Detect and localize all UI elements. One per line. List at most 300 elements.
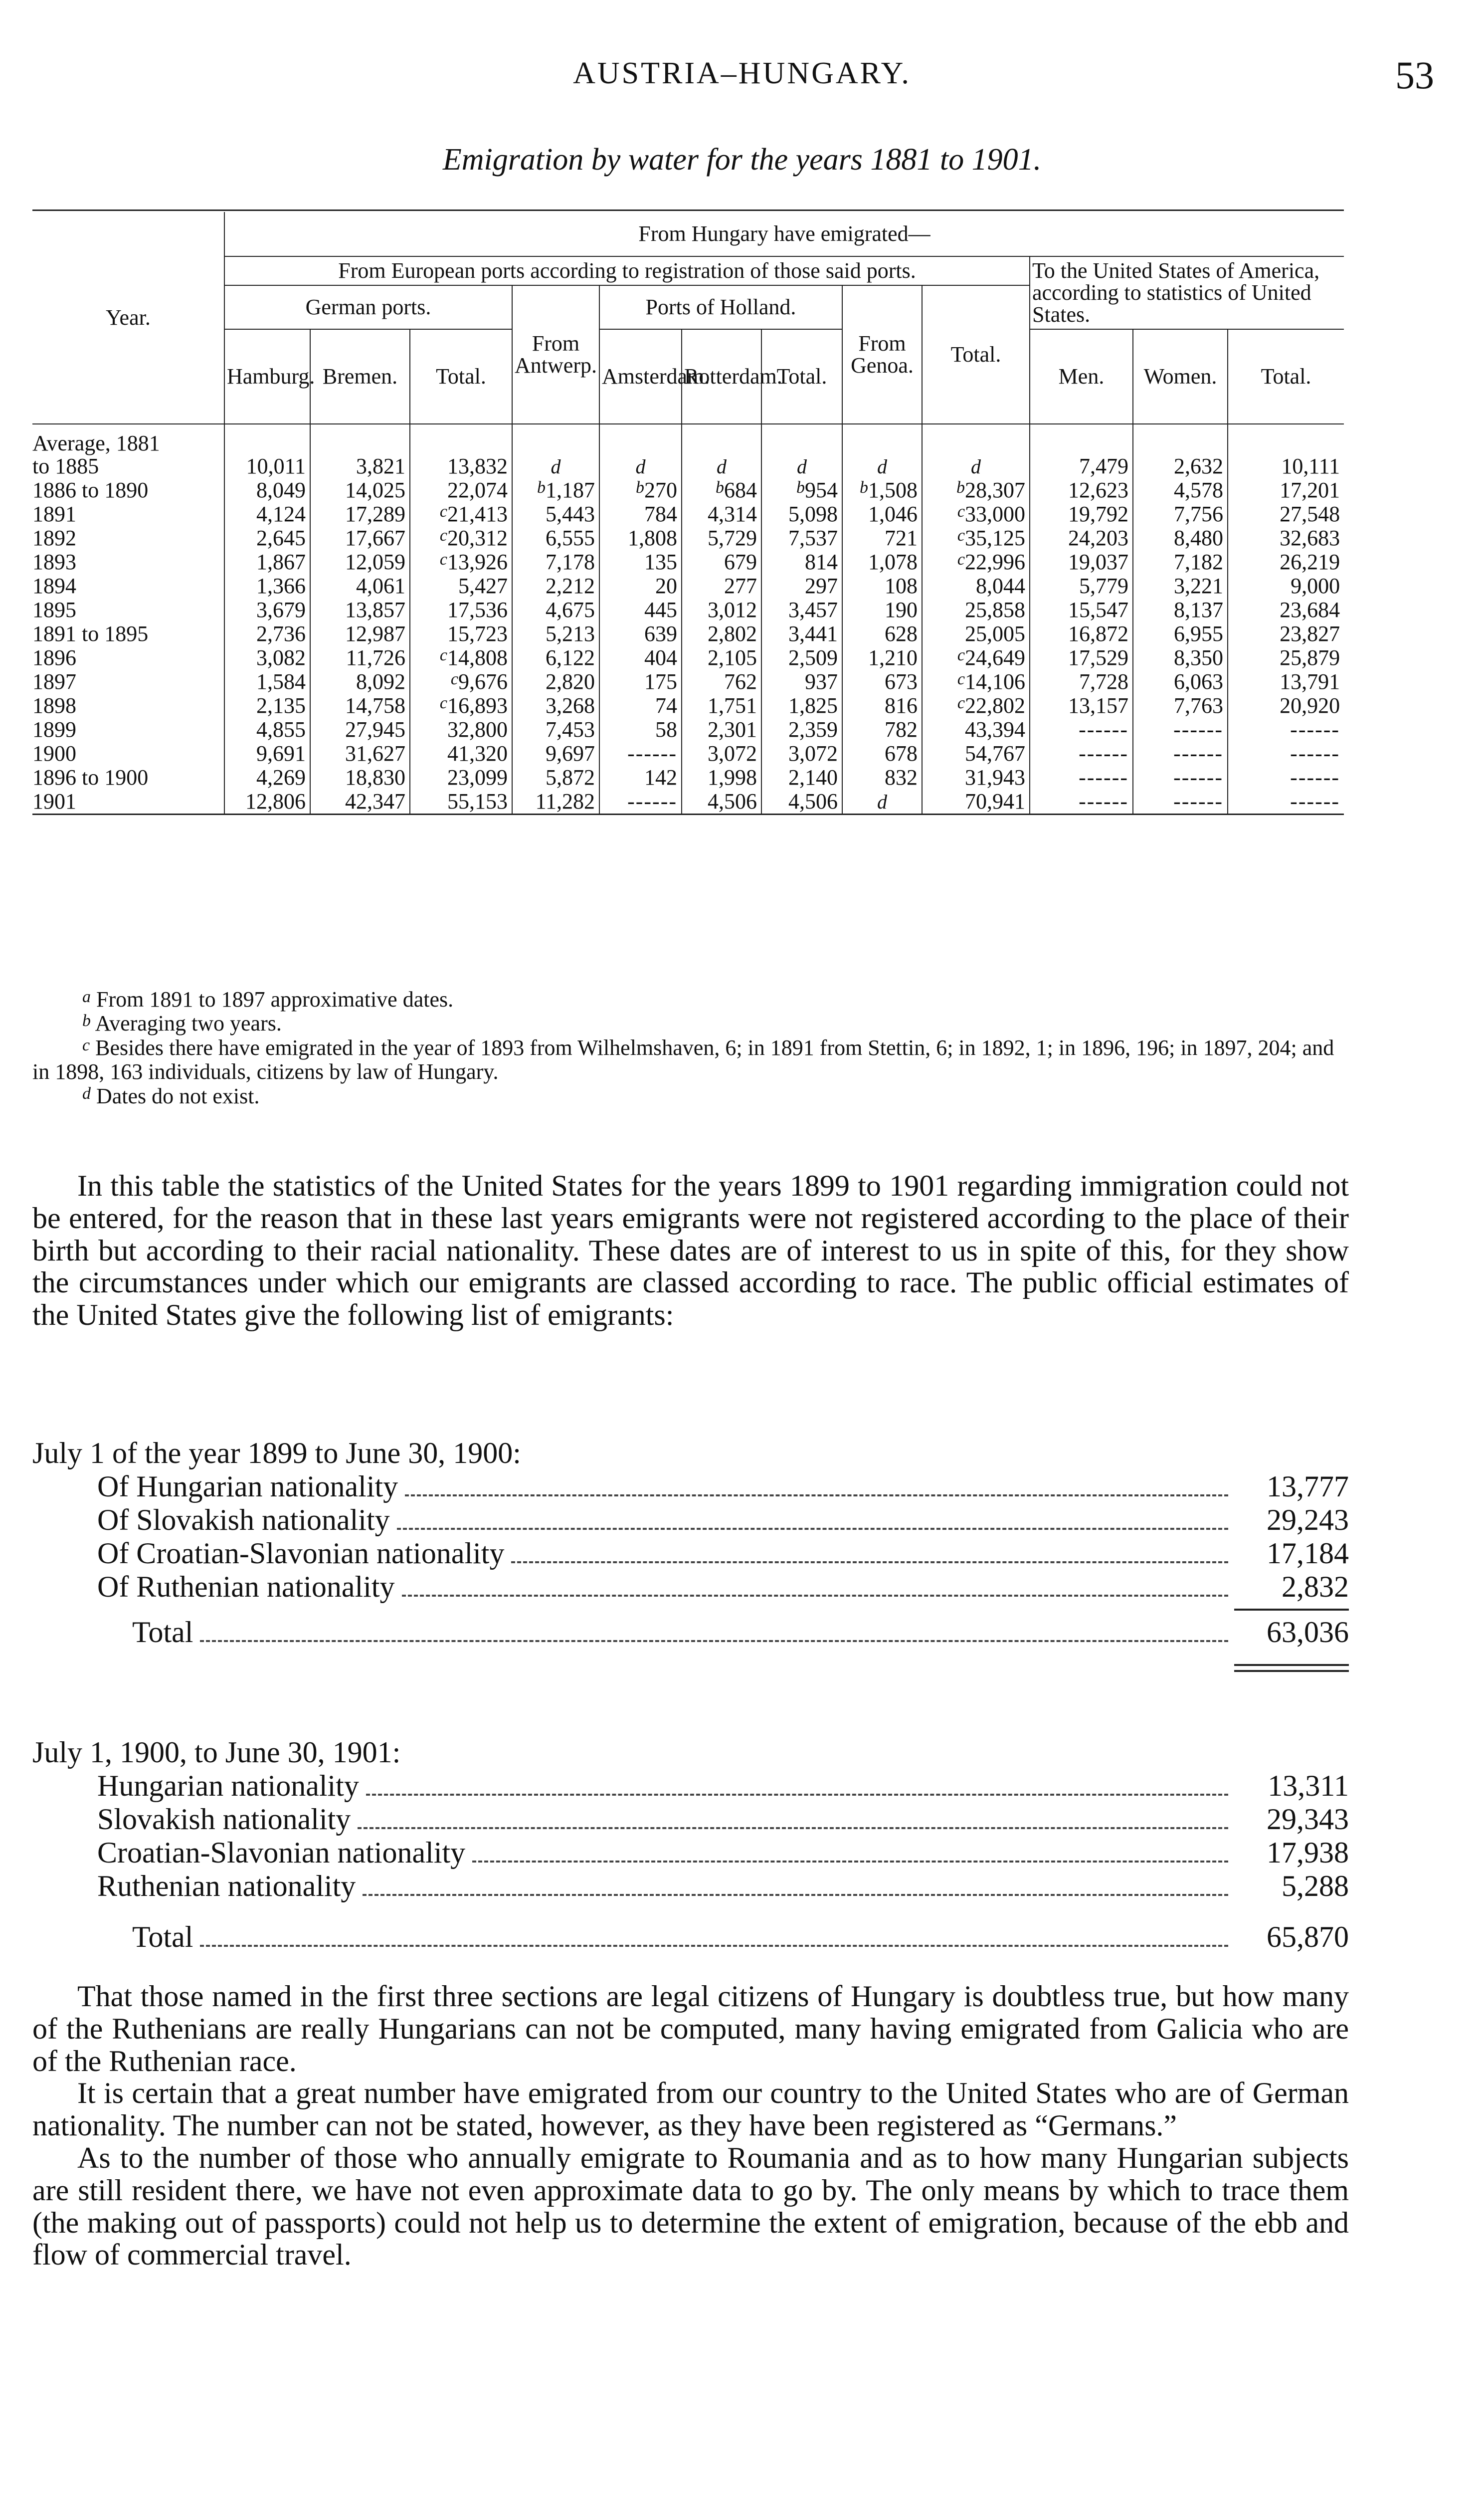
cell-amsterdam [599, 478, 682, 502]
header-holland-total: Total. [761, 329, 842, 424]
cell-value: 3,268 [546, 693, 595, 718]
cell-value: 12,059 [345, 550, 405, 574]
cell-value: 25,879 [1280, 645, 1340, 670]
cell-value: 5,729 [708, 526, 757, 550]
table-row [32, 574, 1344, 598]
cell-genoa [842, 790, 922, 815]
list-item-value: 2,832 [1282, 1570, 1349, 1604]
cell-antwerp [512, 622, 599, 646]
cell-bremen [310, 526, 410, 550]
cell-value: 1,808 [628, 526, 677, 550]
cell-value: 4,675 [546, 598, 595, 622]
cell-total [922, 766, 1030, 790]
cell-value: 43,394 [965, 717, 1025, 742]
cell-holland-total [761, 526, 842, 550]
cell-us-total [1228, 718, 1344, 742]
cell-value: 42,347 [345, 789, 405, 814]
cell-value: 17,529 [1068, 645, 1128, 670]
cell-bremen [310, 454, 410, 478]
cell-amsterdam [599, 790, 682, 815]
cell-amsterdam [599, 454, 682, 478]
cell-value: 28,307 [965, 478, 1025, 502]
cell-value: 3,457 [788, 598, 838, 622]
cell-amsterdam [599, 718, 682, 742]
cell-total [922, 694, 1030, 718]
list-total-row [32, 1920, 1349, 1954]
cell-amsterdam [599, 670, 682, 694]
cell-amsterdam [599, 622, 682, 646]
footnote-ref: c [957, 550, 965, 569]
cell-value: 678 [885, 741, 918, 766]
cell-women [1133, 550, 1228, 574]
cell-value: 2,645 [256, 526, 306, 550]
cell-value: 23,684 [1280, 598, 1340, 622]
cell-value: 33,000 [965, 502, 1025, 526]
cell-antwerp [512, 502, 599, 526]
cell-value: 445 [644, 598, 677, 622]
leader-dots [366, 1794, 1228, 1796]
cell-rotterdam [682, 766, 761, 790]
cell-hamburg [224, 478, 310, 502]
list-item-label: Croatian-Slavonian nationality [97, 1836, 466, 1870]
cell-genoa [842, 598, 922, 622]
header-year: Year. [32, 212, 224, 424]
cell-value: 7,728 [1079, 669, 1128, 694]
empty-dash: ------ [1173, 765, 1223, 790]
cell-german-total [410, 550, 512, 574]
cell-total [922, 478, 1030, 502]
cell-antwerp [512, 550, 599, 574]
row-year: 1897 [32, 669, 76, 694]
cell-total [922, 526, 1030, 550]
row-year: 1896 to 1900 [32, 765, 149, 790]
footnote [32, 1036, 1349, 1084]
cell-women [1133, 742, 1228, 766]
cell-value: 7,182 [1174, 550, 1223, 574]
cell-bremen [310, 718, 410, 742]
cell-value: 782 [885, 717, 918, 742]
cell-value: 17,536 [447, 598, 508, 622]
cell-value: 297 [805, 574, 838, 598]
cell-value: 814 [805, 550, 838, 574]
cell-us-total [1228, 742, 1344, 766]
cell-bremen [310, 502, 410, 526]
cell-women [1133, 622, 1228, 646]
header-european-ports: From European ports according to registration of those said ports. [224, 256, 1030, 285]
cell-value: 404 [644, 645, 677, 670]
cell-value: 3,821 [356, 454, 405, 478]
cell-rotterdam [682, 454, 761, 478]
cell-men [1030, 454, 1133, 478]
cell-value: 175 [644, 669, 677, 694]
empty-dash: ------ [627, 741, 677, 766]
list-item [32, 1836, 1349, 1870]
table-row [32, 694, 1344, 718]
cell-value: 832 [885, 765, 918, 790]
cell-total [922, 598, 1030, 622]
cell-total [922, 742, 1030, 766]
cell-value: 4,124 [256, 502, 306, 526]
total-label: Total [132, 1616, 193, 1649]
cell-us-total [1228, 454, 1344, 478]
cell-value: 58 [655, 717, 677, 742]
cell-women [1133, 718, 1228, 742]
cell-men [1030, 502, 1133, 526]
cell-value: 5,872 [546, 765, 595, 790]
cell-rotterdam [682, 502, 761, 526]
cell-total [922, 454, 1030, 478]
header-ports-of-holland: Ports of Holland. [599, 285, 842, 329]
table-row [32, 502, 1344, 526]
paragraph-text: In this table the statistics of the United States for the years 1899 to 1901 regarding immigration could not be entered, for the reason that in these last years emigrants were not registered according to the place of their birth but according to their racial nationality. These dates are of interest to us in spite of this, for they show the circumstances under which our emigrants are classed according to race. The public official estimates of the United States give the following list of emigrants: [32, 1169, 1349, 1332]
cell-value: 4,578 [1174, 478, 1223, 502]
closing-paragraphs [32, 1980, 1349, 2271]
cell-value: 10,011 [246, 454, 306, 478]
total-value: 63,036 [1267, 1616, 1349, 1649]
cell-hamburg [224, 718, 310, 742]
table-caption: Emigration by water for the years 1881 to 1901. [442, 143, 1042, 177]
cell-value: 135 [644, 550, 677, 574]
cell-german-total [410, 502, 512, 526]
cell-value: 32,683 [1280, 526, 1340, 550]
cell-value: 11,282 [535, 789, 595, 814]
cell-value: 4,061 [356, 574, 405, 598]
list-item [32, 1470, 1349, 1503]
cell-antwerp [512, 454, 599, 478]
cell-us-total [1228, 598, 1344, 622]
footnote-ref: c [439, 526, 447, 545]
cell-value: 1,078 [868, 550, 918, 574]
footnote-ref: d [551, 455, 561, 478]
cell-value: 6,955 [1174, 622, 1223, 646]
body-paragraph: As to the number of those who annually emigrate to Roumania and as to how many Hungarian subjects are still resident there, we have not even approximate data to go by. The only means by which to trace them (the making out of passports) could not help us to determine the extent of emigration, because of the ebb and flow of commercial travel. [32, 2141, 1349, 2272]
total-value: 65,870 [1267, 1920, 1349, 1954]
cell-value: 15,547 [1068, 598, 1128, 622]
footnote-text: Dates do not exist. [96, 1083, 260, 1108]
cell-german-total [410, 742, 512, 766]
cell-bremen [310, 646, 410, 670]
empty-dash: ------ [1079, 741, 1128, 766]
empty-dash: ------ [1173, 717, 1223, 742]
leader-dots [511, 1561, 1228, 1563]
cell-total [922, 502, 1030, 526]
cell-us-total [1228, 622, 1344, 646]
cell-value: 108 [885, 574, 918, 598]
cell-value: 1,366 [256, 574, 306, 598]
cell-women [1133, 502, 1228, 526]
footnote-ref: d [877, 455, 887, 478]
cell-antwerp [512, 670, 599, 694]
cell-antwerp [512, 526, 599, 550]
footnote-mark: a [82, 988, 91, 1006]
cell-us-total [1228, 550, 1344, 574]
cell-value: 721 [885, 526, 918, 550]
running-head-title: AUSTRIA–HUNGARY. [573, 56, 911, 90]
footnote-ref: c [957, 502, 965, 521]
cell-value: 22,802 [965, 693, 1025, 718]
cell-value: 2,301 [708, 717, 757, 742]
cell-hamburg [224, 646, 310, 670]
cell-bremen [310, 670, 410, 694]
cell-amsterdam [599, 598, 682, 622]
cell-value: 13,157 [1068, 693, 1128, 718]
cell-value: 35,125 [965, 526, 1025, 550]
cell-value: 74 [655, 693, 677, 718]
cell-men [1030, 670, 1133, 694]
cell-value: 15,723 [447, 622, 508, 646]
cell-hamburg [224, 670, 310, 694]
leader-dots [358, 1827, 1228, 1829]
cell-rotterdam [682, 646, 761, 670]
running-head [30, 53, 1454, 101]
table-row [32, 598, 1344, 622]
emigrant-list-1899-1900 [32, 1437, 1349, 1672]
paragraph-intro [32, 1170, 1349, 1331]
empty-dash: ------ [1290, 765, 1340, 790]
cell-total [922, 790, 1030, 815]
cell-value: 13,926 [447, 550, 508, 574]
cell-amsterdam [599, 502, 682, 526]
cell-value: 3,072 [708, 741, 757, 766]
list-item-label: Of Ruthenian nationality [97, 1570, 395, 1604]
cell-antwerp [512, 694, 599, 718]
cell-rotterdam [682, 622, 761, 646]
cell-value: 684 [724, 478, 757, 502]
body-paragraph: It is certain that a great number have emigrated from our country to the United States who are of German nationality. The number can not be stated, however, as they have been registered as “Germans.” [32, 2077, 1349, 2142]
cell-bremen [310, 766, 410, 790]
cell-bremen [310, 478, 410, 502]
cell-hamburg [224, 502, 310, 526]
cell-value: 9,000 [1291, 574, 1340, 598]
footnote [32, 1084, 1349, 1108]
cell-hamburg [224, 550, 310, 574]
cell-us-total [1228, 694, 1344, 718]
cell-value: 2,359 [788, 717, 838, 742]
row-year: 1896 [32, 645, 76, 670]
cell-value: 2,212 [546, 574, 595, 598]
cell-value: 23,827 [1280, 622, 1340, 646]
list-item-label: Ruthenian nationality [97, 1870, 356, 1903]
cell-value: 5,779 [1079, 574, 1128, 598]
cell-rotterdam [682, 550, 761, 574]
cell-total [922, 622, 1030, 646]
cell-value: 27,945 [345, 717, 405, 742]
cell-german-total [410, 766, 512, 790]
cell-value: 1,998 [708, 765, 757, 790]
cell-genoa [842, 502, 922, 526]
cell-value: 10,111 [1281, 454, 1340, 478]
cell-value: 1,867 [256, 550, 306, 574]
footnote-mark: c [82, 1036, 90, 1054]
list-item [32, 1803, 1349, 1836]
footnote-mark: b [82, 1012, 91, 1031]
footnote-ref: c [957, 646, 965, 664]
cell-value: 954 [805, 478, 838, 502]
cell-value: 4,855 [256, 717, 306, 742]
cell-rotterdam [682, 526, 761, 550]
cell-holland-total [761, 550, 842, 574]
cell-value: 23,099 [447, 765, 508, 790]
cell-us-total [1228, 526, 1344, 550]
cell-men [1030, 550, 1133, 574]
cell-bremen [310, 598, 410, 622]
cell-amsterdam [599, 694, 682, 718]
cell-value: 1,210 [868, 645, 918, 670]
cell-us-total [1228, 478, 1344, 502]
cell-genoa [842, 646, 922, 670]
cell-rotterdam [682, 598, 761, 622]
cell-genoa [842, 670, 922, 694]
header-total: Total. [922, 285, 1030, 424]
cell-value: 2,802 [708, 622, 757, 646]
list-heading: July 1, 1900, to June 30, 1901: [32, 1736, 401, 1769]
cell-value: 22,074 [447, 478, 508, 502]
empty-dash: ------ [1079, 717, 1128, 742]
header-genoa: From Genoa. [842, 285, 922, 424]
cell-us-total [1228, 646, 1344, 670]
cell-value: 2,140 [788, 765, 838, 790]
table-row [32, 526, 1344, 550]
cell-value: 14,808 [447, 645, 508, 670]
cell-value: 4,269 [256, 765, 306, 790]
cell-holland-total [761, 718, 842, 742]
cell-value: 32,800 [447, 717, 508, 742]
table-row [32, 622, 1344, 646]
cell-value: 2,105 [708, 645, 757, 670]
cell-value: 16,893 [447, 693, 508, 718]
cell-men [1030, 622, 1133, 646]
cell-value: 4,314 [708, 502, 757, 526]
cell-bremen [310, 550, 410, 574]
table-body [32, 424, 1344, 815]
cell-value: 8,049 [256, 478, 306, 502]
cell-german-total [410, 670, 512, 694]
cell-value: 16,872 [1068, 622, 1128, 646]
cell-value: 1,751 [708, 693, 757, 718]
leader-dots [472, 1861, 1228, 1863]
footnote-ref: c [450, 670, 458, 688]
cell-men [1030, 766, 1133, 790]
cell-value: 673 [885, 669, 918, 694]
empty-dash: ------ [1079, 765, 1128, 790]
cell-bremen [310, 622, 410, 646]
cell-value: 24,649 [965, 645, 1025, 670]
cell-value: 5,213 [546, 622, 595, 646]
cell-value: 31,627 [345, 741, 405, 766]
empty-dash: ------ [1290, 789, 1340, 814]
footnote-ref: b [537, 478, 546, 497]
cell-value: 1,584 [256, 669, 306, 694]
cell-value: 20,312 [447, 526, 508, 550]
cell-rotterdam [682, 790, 761, 815]
cell-men [1030, 598, 1133, 622]
cell-genoa [842, 454, 922, 478]
cell-german-total [410, 790, 512, 815]
cell-value: 13,832 [447, 454, 508, 478]
cell-value: 2,820 [546, 669, 595, 694]
list-item-value: 13,777 [1267, 1470, 1349, 1503]
footnote-ref: d [797, 455, 807, 478]
row-year: to 1885 [32, 454, 99, 478]
cell-value: 21,413 [447, 502, 508, 526]
cell-value: 7,537 [788, 526, 838, 550]
footnote-ref: b [956, 478, 965, 497]
cell-value: 8,480 [1174, 526, 1223, 550]
double-rule [1234, 1664, 1349, 1672]
cell-holland-total [761, 454, 842, 478]
cell-value: 8,137 [1174, 598, 1223, 622]
cell-value: 12,987 [345, 622, 405, 646]
cell-value: 41,320 [447, 741, 508, 766]
cell-holland-total [761, 574, 842, 598]
row-year: 1891 to 1895 [32, 622, 149, 646]
list-total-row [32, 1616, 1349, 1649]
empty-dash: ------ [1173, 741, 1223, 766]
cell-total [922, 646, 1030, 670]
cell-holland-total [761, 766, 842, 790]
cell-value: 9,697 [546, 741, 595, 766]
row-year: 1893 [32, 550, 76, 574]
cell-rotterdam [682, 670, 761, 694]
table-row [32, 550, 1344, 574]
cell-rotterdam [682, 478, 761, 502]
cell-women [1133, 766, 1228, 790]
list-item-value: 17,938 [1267, 1836, 1349, 1870]
cell-value: 24,203 [1068, 526, 1128, 550]
header-united-states: To the United States of America, according to statistics of United States. [1030, 256, 1344, 329]
cell-bremen [310, 574, 410, 598]
cell-value: 19,037 [1068, 550, 1128, 574]
cell-value: 9,676 [458, 669, 508, 694]
cell-women [1133, 526, 1228, 550]
cell-value: 19,792 [1068, 502, 1128, 526]
empty-dash: ------ [1173, 789, 1223, 814]
cell-value: 14,025 [345, 478, 405, 502]
cell-value: 142 [644, 765, 677, 790]
footnote-text: Besides there have emigrated in the year of 1893 from Wilhelmshaven, 6; in 1891 from Stettin, 6; in 1892, 1; in 1896, 196; in 1897, 204; and in 1898, 163 individuals, citizens by law of Hungary. [32, 1035, 1334, 1084]
cell-value: 7,479 [1079, 454, 1128, 478]
cell-amsterdam [599, 766, 682, 790]
header-women: Women. [1133, 329, 1228, 424]
footnote-ref: b [860, 478, 868, 497]
cell-hamburg [224, 598, 310, 622]
cell-value: 54,767 [965, 741, 1025, 766]
cell-value: 13,857 [345, 598, 405, 622]
cell-men [1030, 790, 1133, 815]
cell-hamburg [224, 694, 310, 718]
cell-value: 2,736 [256, 622, 306, 646]
cell-value: 2,632 [1174, 454, 1223, 478]
cell-total [922, 670, 1030, 694]
cell-value: 5,098 [788, 502, 838, 526]
footnote-ref: d [971, 455, 981, 478]
footnote-ref: d [877, 791, 887, 813]
cell-bremen [310, 790, 410, 815]
leader-dots [402, 1595, 1228, 1597]
cell-women [1133, 646, 1228, 670]
cell-value: 2,135 [256, 693, 306, 718]
list-heading: July 1 of the year 1899 to June 30, 1900: [32, 1437, 521, 1469]
cell-men [1030, 526, 1133, 550]
cell-value: 20,920 [1280, 693, 1340, 718]
cell-value: 1,046 [868, 502, 918, 526]
footnote [32, 1012, 1349, 1036]
table-spacer-row [32, 424, 1344, 454]
cell-antwerp [512, 742, 599, 766]
cell-german-total [410, 454, 512, 478]
cell-rotterdam [682, 718, 761, 742]
cell-german-total [410, 646, 512, 670]
